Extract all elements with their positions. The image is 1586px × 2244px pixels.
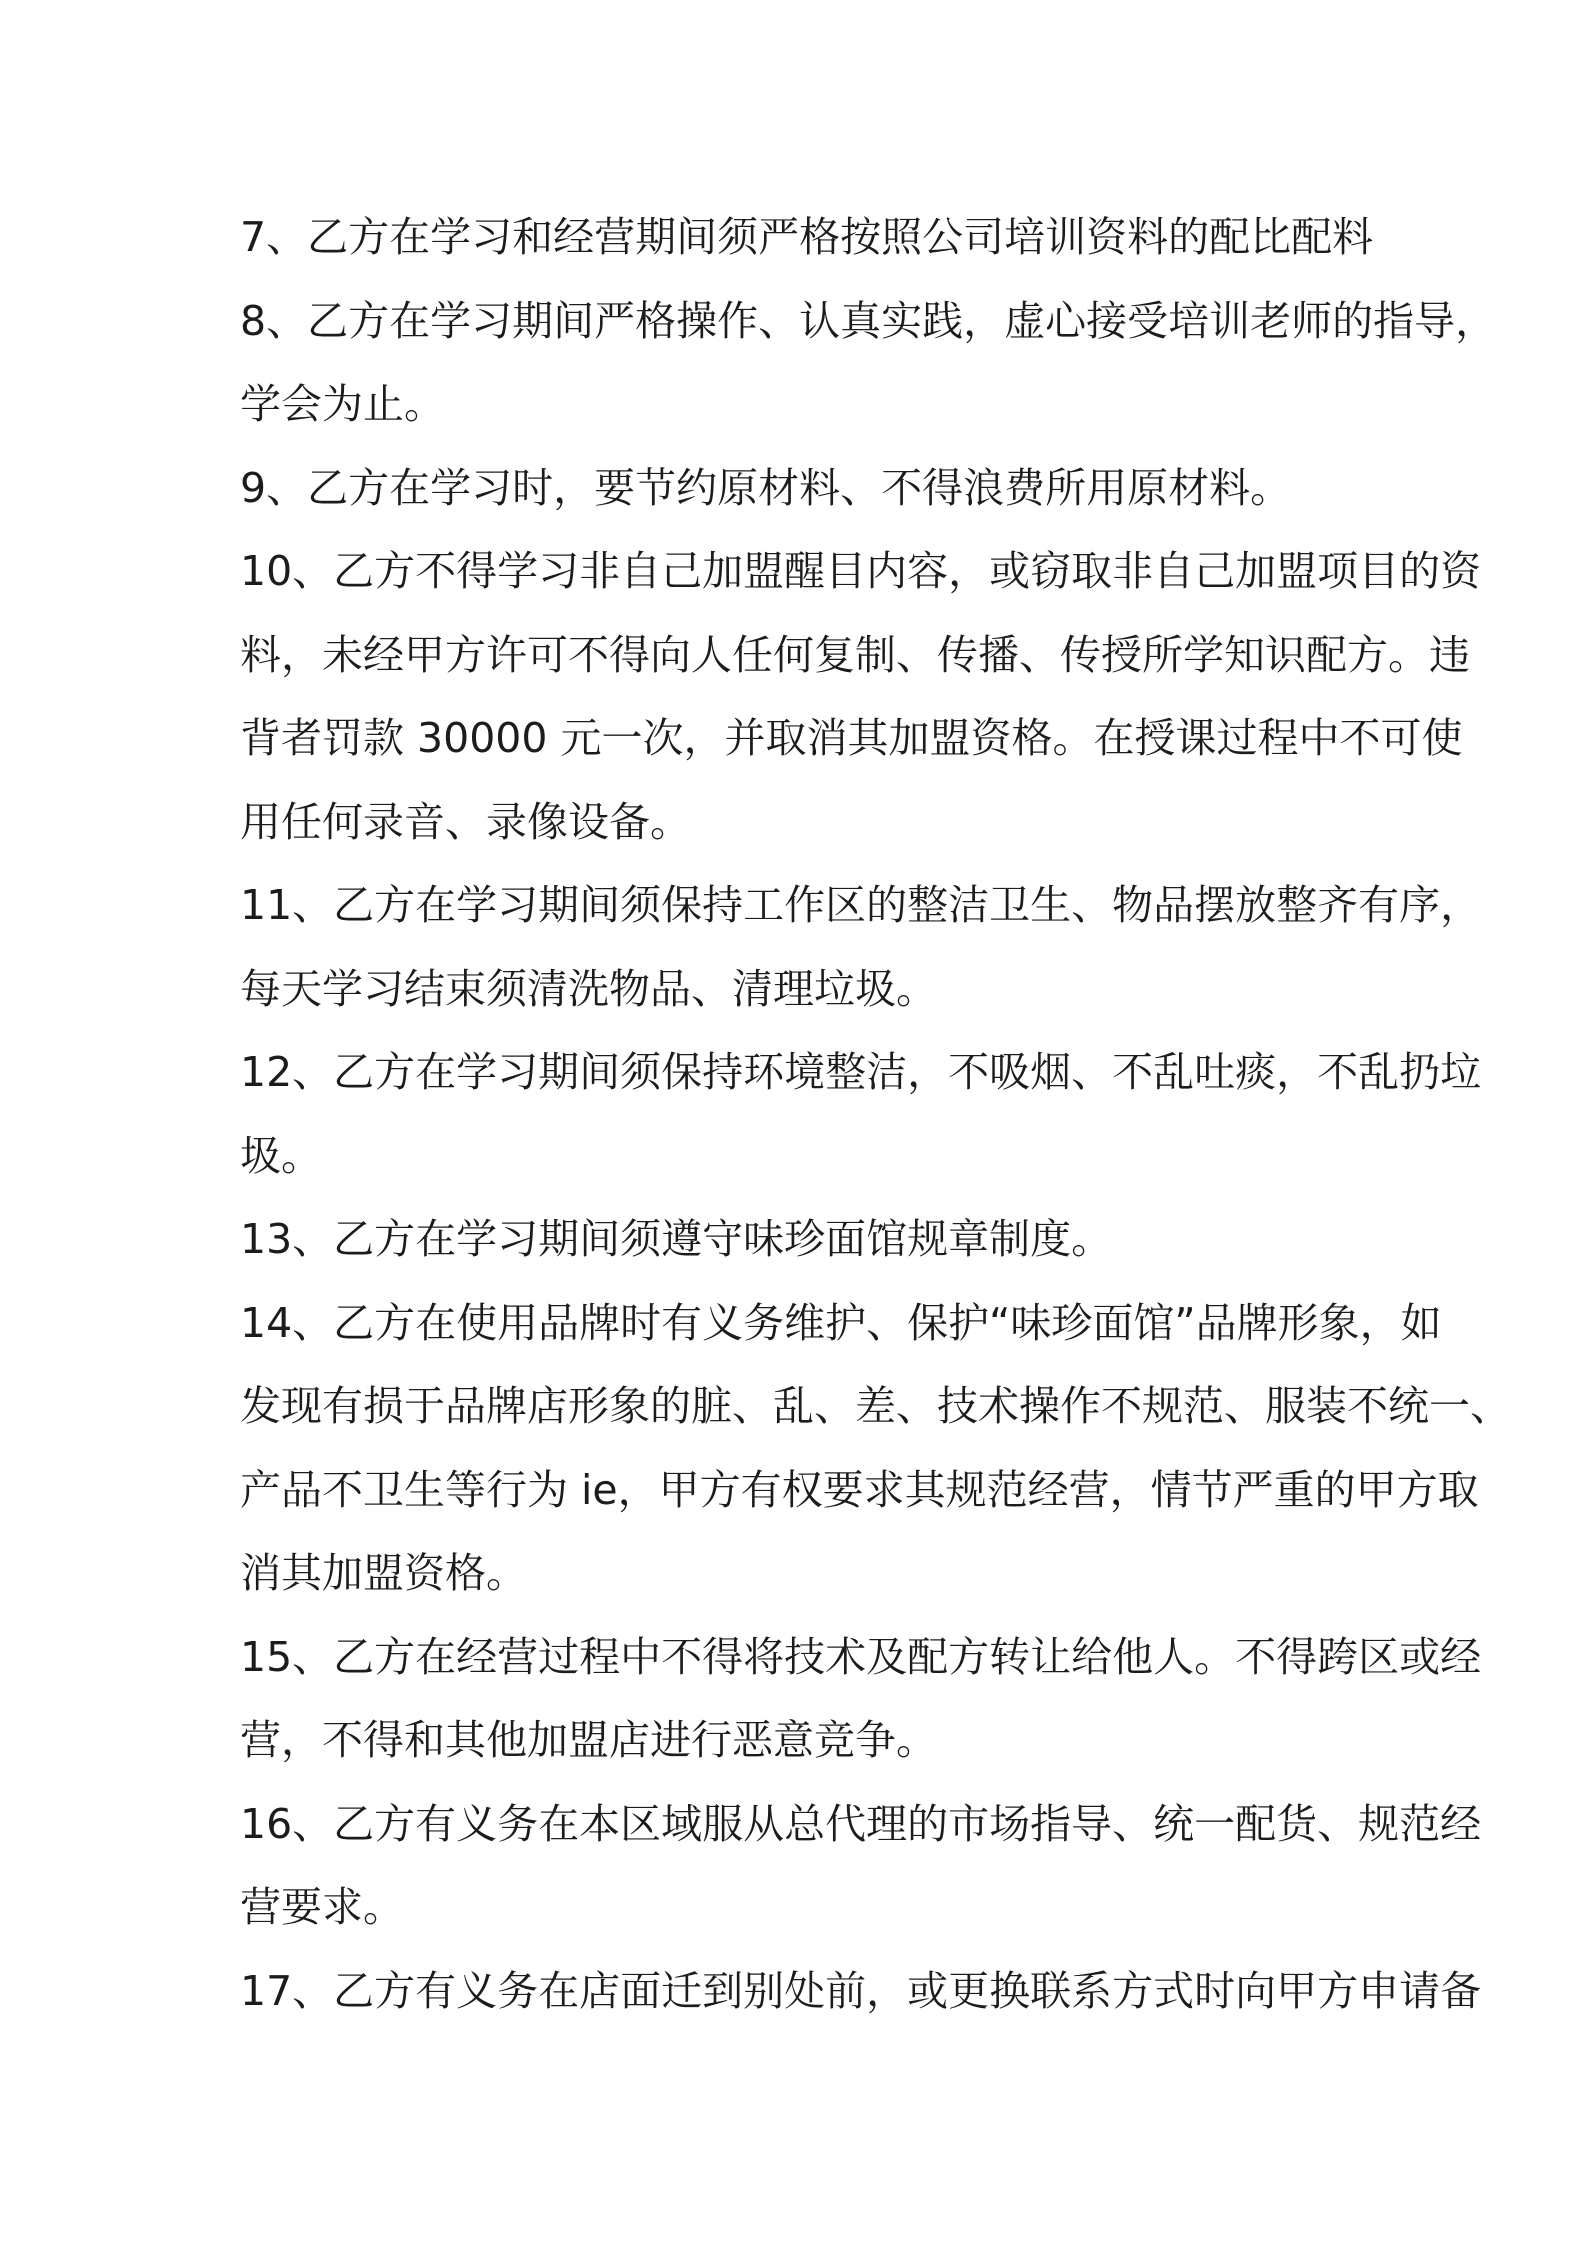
clause-line: 7、乙方在学习和经营期间须严格按照公司培训资料的配比配料 xyxy=(240,213,1374,261)
clause-line: 14、乙方在使用品牌时有义务维护、保护“味珍面馆”品牌形象，如 xyxy=(240,1298,1442,1347)
clause-line: 背者罚款 30000 元一次，并取消其加盟资格。在授课过程中不可使 xyxy=(240,714,1463,762)
clause-line: 15、乙方在经营过程中不得将技术及配方转让给他人。不得跨区或经 xyxy=(240,1632,1482,1681)
clause-paragraph xyxy=(240,1950,1482,2034)
clause-line: 产品不卫生等行为 ie，甲方有权要求其规范经营，情节严重的甲方取 xyxy=(240,1465,1479,1514)
clause-line: 8、乙方在学习期间严格操作、认真实践，虚心接受培训老师的指导， xyxy=(240,296,1497,345)
clause-line: 11、乙方在学习期间须保持工作区的整洁卫生、物品摆放整齐有序， xyxy=(240,881,1482,929)
clause-paragraph xyxy=(240,196,1374,280)
clause-line: 料，未经甲方许可不得向人任何复制、传播、传授所学知识配方。违 xyxy=(240,630,1470,679)
clause-paragraph xyxy=(240,1198,1365,1282)
clause-line: 每天学习结束须清洗物品、清理垃圾。 xyxy=(240,964,937,1013)
clause-line: 学会为止。 xyxy=(240,380,445,428)
clause-line: 13、乙方在学习期间须遵守味珍面馆规章制度。 xyxy=(240,1215,1113,1263)
clause-line: 17、乙方有义务在店面迁到别处前，或更换联系方式时向甲方申请备 xyxy=(240,1966,1482,2015)
clause-line: 16、乙方有义务在本区域服从总代理的市场指导、统一配货、规范经 xyxy=(240,1799,1482,1848)
clause-paragraph xyxy=(240,447,1365,531)
clause-line: 发现有损于品牌店形象的脏、乱、差、技术操作不规范、服装不统一、 xyxy=(240,1382,1511,1430)
contract-clauses xyxy=(240,196,1511,2033)
clause-paragraph xyxy=(240,1616,1482,1783)
clause-paragraph xyxy=(240,1282,1511,1616)
clause-line: 用任何录音、录像设备。 xyxy=(240,797,691,846)
clause-line: 9、乙方在学习时，要节约原材料、不得浪费所用原材料。 xyxy=(240,463,1292,512)
clause-line: 圾。 xyxy=(240,1131,322,1180)
clause-line: 营，不得和其他加盟店进行恶意竞争。 xyxy=(240,1716,937,1764)
clause-paragraph xyxy=(240,864,1482,1031)
clause-line: 营要求。 xyxy=(240,1883,404,1931)
clause-paragraph xyxy=(240,1783,1482,1950)
clause-line: 消其加盟资格。 xyxy=(240,1549,527,1597)
clause-line: 10、乙方不得学习非自己加盟醒目内容，或窃取非自己加盟项目的资 xyxy=(240,547,1482,595)
clause-line: 12、乙方在学习期间须保持环境整洁，不吸烟、不乱吐痰，不乱扔垃 xyxy=(240,1048,1482,1096)
clause-paragraph xyxy=(240,280,1497,447)
clause-paragraph xyxy=(240,1031,1482,1198)
clause-paragraph xyxy=(240,530,1482,864)
